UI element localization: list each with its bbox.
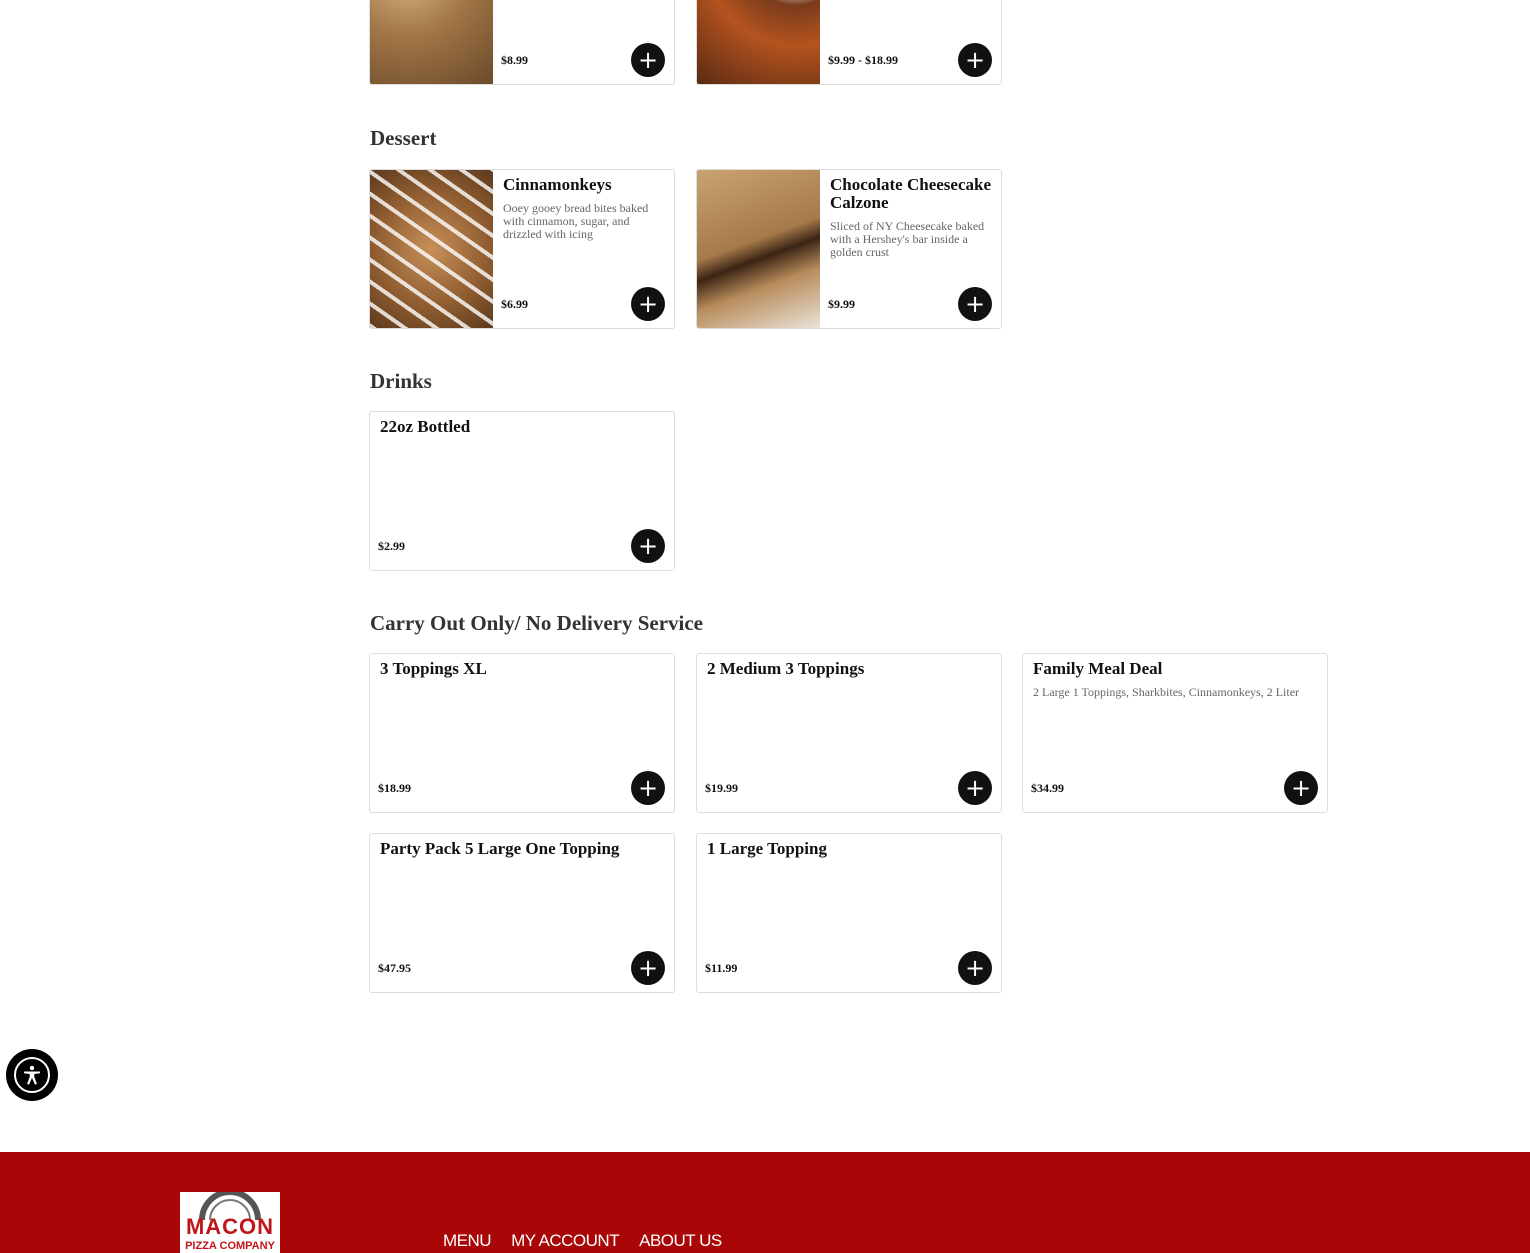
plus-icon: + bbox=[637, 954, 659, 982]
item-price: $6.99 bbox=[501, 297, 528, 311]
item-price: $9.99 bbox=[828, 297, 855, 311]
logo-text: MACON bbox=[185, 1214, 275, 1239]
add-to-cart-button[interactable] bbox=[958, 771, 992, 805]
add-to-cart-button[interactable] bbox=[631, 529, 665, 563]
item-name: Party Pack 5 Large One Topping bbox=[380, 839, 620, 858]
menu-item-card[interactable] bbox=[369, 411, 675, 571]
add-to-cart-button[interactable] bbox=[1284, 771, 1318, 805]
item-description: Sliced of NY Cheesecake baked with a Hershey's bar inside a golden crust bbox=[830, 219, 985, 259]
add-to-cart-button[interactable] bbox=[958, 951, 992, 985]
item-price: $19.99 bbox=[705, 781, 738, 795]
item-price: $8.99 bbox=[501, 53, 528, 67]
item-name: Chocolate Cheesecake Calzone bbox=[830, 175, 991, 212]
plus-icon: + bbox=[964, 954, 986, 982]
menu-item-card[interactable] bbox=[696, 0, 1002, 85]
item-photo[interactable] bbox=[370, 170, 493, 328]
section-title-carryout: Carry Out Only/ No Delivery Service bbox=[370, 611, 704, 635]
item-name: 2 Medium 3 Toppings bbox=[707, 659, 865, 678]
logo-subtext: PIZZA COMPANY bbox=[185, 1240, 275, 1252]
item-photo[interactable] bbox=[697, 170, 820, 328]
menu-item-card[interactable] bbox=[369, 833, 675, 993]
item-name: 3 Toppings XL bbox=[380, 659, 487, 678]
brand-logo[interactable] bbox=[180, 1192, 280, 1253]
item-description: Ooey gooey bread bites baked with cinnamon, sugar, and drizzled with icing bbox=[503, 201, 649, 241]
menu-item-card[interactable] bbox=[369, 653, 675, 813]
site-footer bbox=[0, 1152, 1530, 1253]
add-to-cart-button[interactable] bbox=[631, 771, 665, 805]
add-to-cart-button[interactable] bbox=[631, 287, 665, 321]
item-name: 22oz Bottled bbox=[380, 417, 471, 436]
footer-nav bbox=[443, 1231, 722, 1251]
section-title-drinks: Drinks bbox=[370, 369, 432, 393]
add-to-cart-button[interactable] bbox=[958, 43, 992, 77]
item-name: Cinnamonkeys bbox=[503, 175, 612, 194]
item-price: $11.99 bbox=[705, 961, 738, 975]
accessibility-button[interactable] bbox=[6, 1049, 58, 1101]
plus-icon: + bbox=[637, 46, 659, 74]
plus-icon: + bbox=[1290, 774, 1312, 802]
accessibility-icon bbox=[14, 1057, 50, 1093]
plus-icon: + bbox=[637, 774, 659, 802]
item-price: $18.99 bbox=[378, 781, 411, 795]
item-name: Family Meal Deal bbox=[1033, 659, 1163, 678]
add-to-cart-button[interactable] bbox=[631, 43, 665, 77]
plus-icon: + bbox=[964, 46, 986, 74]
item-photo[interactable] bbox=[370, 0, 493, 84]
item-price: $34.99 bbox=[1031, 781, 1064, 795]
item-price: $2.99 bbox=[378, 539, 405, 553]
plus-icon: + bbox=[637, 290, 659, 318]
plus-icon: + bbox=[964, 290, 986, 318]
section-title-dessert: Dessert bbox=[370, 126, 437, 150]
footer-link-menu[interactable]: MENU bbox=[443, 1231, 492, 1250]
menu-item-card[interactable] bbox=[1022, 653, 1328, 813]
item-photo[interactable] bbox=[697, 0, 820, 84]
menu-item-card[interactable] bbox=[369, 169, 675, 329]
menu-item-card[interactable] bbox=[369, 0, 675, 85]
footer-link-my-account[interactable]: MY ACCOUNT bbox=[511, 1231, 620, 1250]
plus-icon: + bbox=[637, 532, 659, 560]
menu-item-card[interactable] bbox=[696, 653, 1002, 813]
item-price: $9.99 - $18.99 bbox=[828, 53, 898, 67]
item-name: 1 Large Topping bbox=[707, 839, 827, 858]
add-to-cart-button[interactable] bbox=[958, 287, 992, 321]
item-description: 2 Large 1 Toppings, Sharkbites, Cinnamonkeys, 2 Liter bbox=[1033, 685, 1300, 699]
footer-link-about-us[interactable]: ABOUT US bbox=[639, 1231, 722, 1250]
menu-item-card[interactable] bbox=[696, 169, 1002, 329]
add-to-cart-button[interactable] bbox=[631, 951, 665, 985]
item-price: $47.95 bbox=[378, 961, 411, 975]
menu-item-card[interactable] bbox=[696, 833, 1002, 993]
plus-icon: + bbox=[964, 774, 986, 802]
